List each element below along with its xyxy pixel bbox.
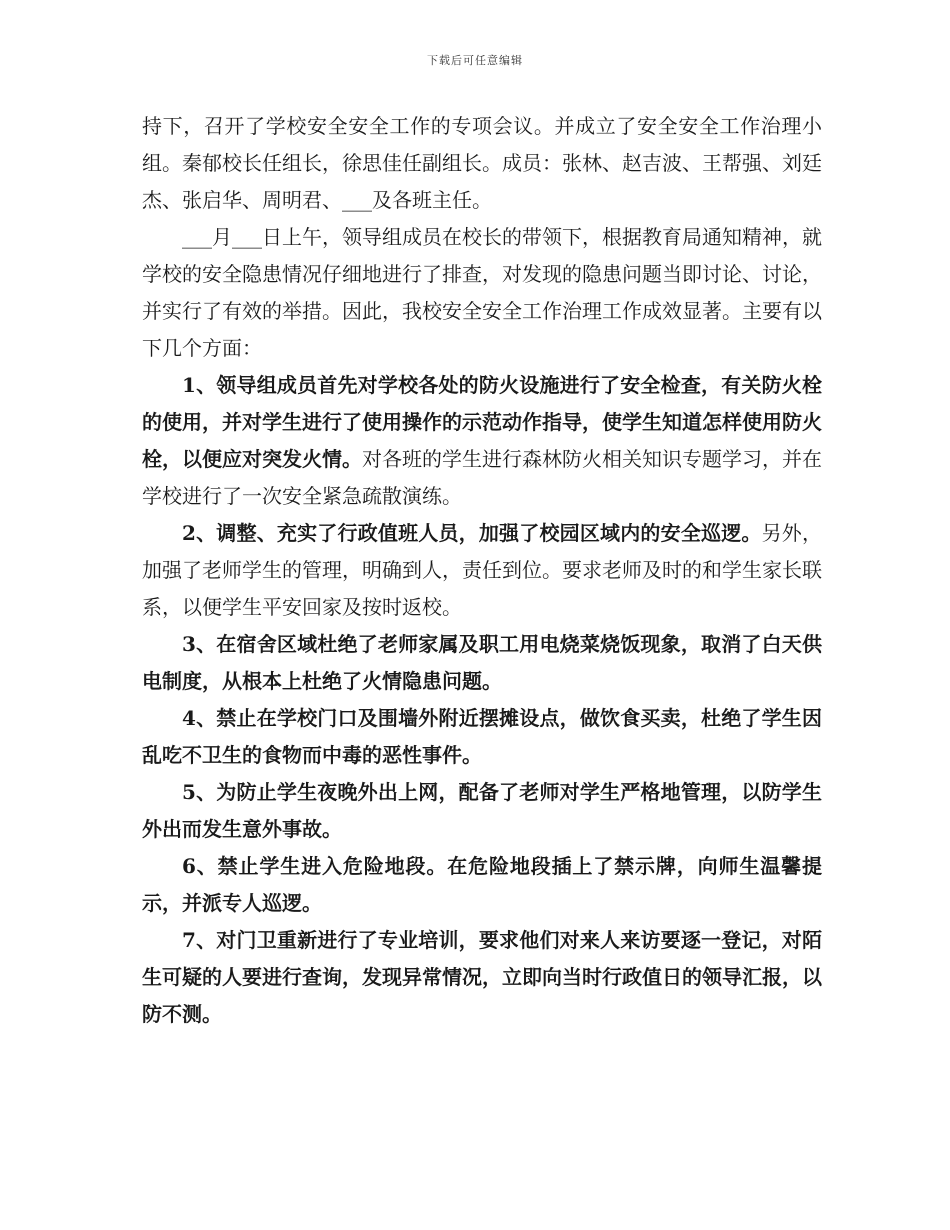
- page-header: 下载后可任意编辑: [427, 54, 523, 67]
- paragraph-continuation: [142, 108, 822, 219]
- list-item-2: [142, 515, 822, 626]
- list-item-bold-text: 1、领导组成员首先对学校各处的防火设施进行了安全检查，有关防火栓的使用，并对学生进行了使用操作的示范动作指导，使学生知道怎样使用防火栓，以便应对突发火情。: [142, 373, 822, 471]
- paragraph-intro: [142, 219, 822, 367]
- list-item-bold-text: 2、调整、充实了行政值班人员，加强了校园区域内的安全巡逻。: [182, 521, 762, 545]
- list-item-normal-text: 对各班的学生进行森林防火相关知识专题学习，并在学校进行了一次安全紧急疏散演练。: [142, 447, 822, 508]
- list-item-6: [142, 848, 822, 922]
- paragraph-text: ___月___日上午，领导组成员在校长的带领下，根据教育局通知精神，就学校的安全隐患情况仔细地进行了排查，对发现的隐患问题当即讨论、讨论，并实行了有效的举措。因此，我校安全安全工作治理工作成效显著。主要有以下几个方面：: [142, 225, 822, 360]
- list-item-3: [142, 626, 822, 700]
- list-item-4: [142, 700, 822, 774]
- list-item-bold-text: 3、在宿舍区域杜绝了老师家属及职工用电烧菜烧饭现象，取消了白天供电制度，从根本上杜绝了火情隐患问题。: [142, 632, 822, 693]
- document-body: [142, 108, 822, 1033]
- list-item-5: [142, 774, 822, 848]
- list-item-normal-text: 另外，加强了老师学生的管理，明确到人，责任到位。要求老师及时的和学生家长联系，以便学生平安回家及按时返校。: [142, 521, 823, 619]
- list-item-bold-text: 6、禁止学生进入危险地段。在危险地段插上了禁示牌，向师生温馨提示，并派专人巡逻。: [142, 854, 822, 915]
- list-item-bold-text: 5、为防止学生夜晚外出上网，配备了老师对学生严格地管理，以防学生外出而发生意外事故。: [142, 780, 822, 841]
- paragraph-text: 持下，召开了学校安全安全工作的专项会议。并成立了安全安全工作治理小组。秦郁校长任组长，徐思佳任副组长。成员：张林、赵吉波、王帮强、刘廷杰、张启华、周明君、___及各班主任。: [142, 114, 822, 212]
- list-item-bold-text: 7、对门卫重新进行了专业培训，要求他们对来人来访要逐一登记，对陌生可疑的人要进行查询，发现异常情况，立即向当时行政值日的领导汇报，以防不测。: [142, 928, 822, 1026]
- list-item-7: [142, 922, 822, 1033]
- list-item-bold-text: 4、禁止在学校门口及围墙外附近摆摊设点，做饮食买卖，杜绝了学生因乱吃不卫生的食物而中毒的恶性事件。: [142, 706, 822, 767]
- list-item-1: [142, 367, 822, 515]
